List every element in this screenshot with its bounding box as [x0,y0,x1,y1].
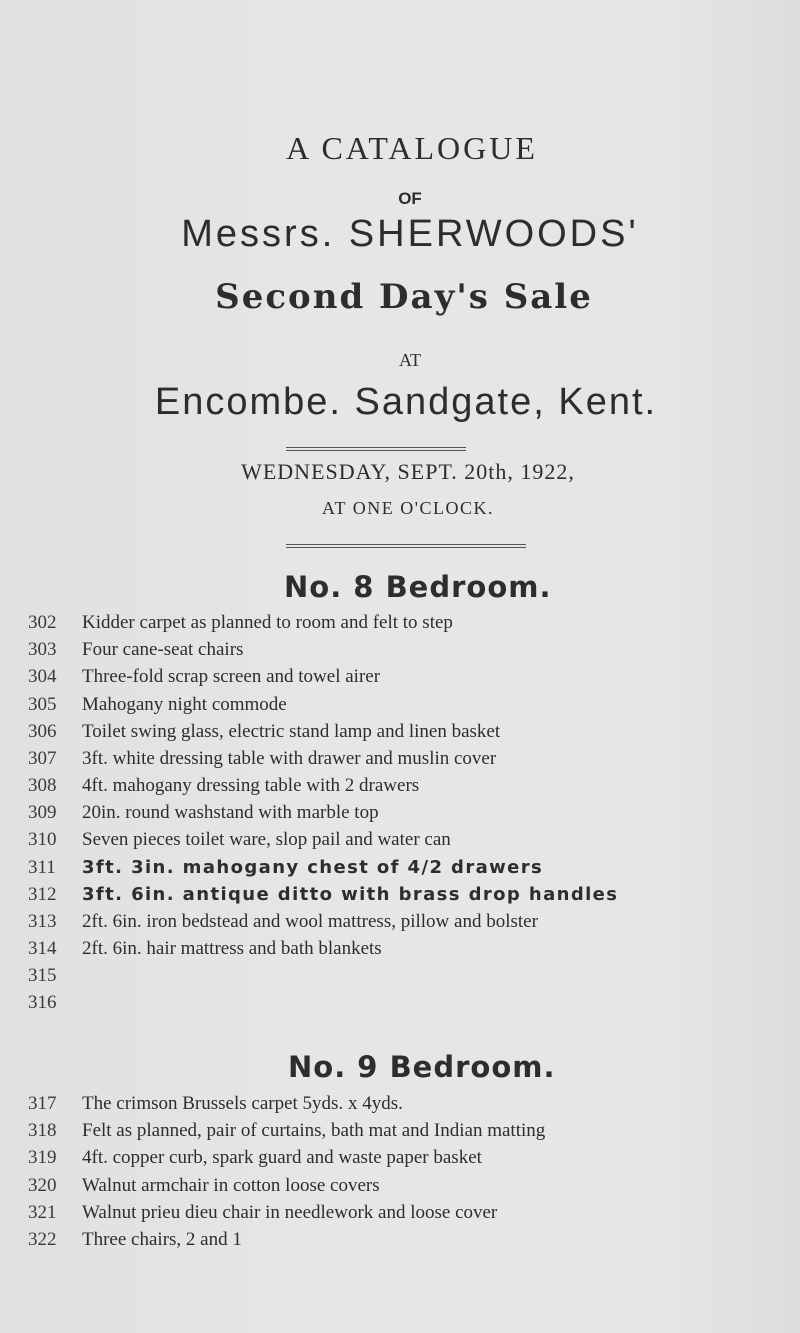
lot-description: Mahogany night commode [82,694,287,715]
at-label: AT [399,350,421,370]
lot-number: 316 [28,992,57,1013]
of-label: OF [398,189,422,208]
lot-number: 307 [28,748,57,769]
room-title: No. 9 Bedroom. [288,1050,556,1084]
lot-number: 302 [28,612,57,633]
lot-number: 312 [28,884,57,905]
lot-number: 308 [28,775,57,796]
lot-description: 4ft. copper curb, spark guard and waste paper basket [82,1147,482,1168]
lot-number: 310 [28,829,57,850]
lot-number: 313 [28,911,57,932]
lot-description: 2ft. 6in. iron bedstead and wool mattress, pillow and bolster [82,911,538,932]
lot-description: 2ft. 6in. hair mattress and bath blankets [82,938,382,959]
lot-number: 320 [28,1175,57,1196]
lot-number: 317 [28,1093,57,1114]
lot-number: 322 [28,1229,57,1250]
sale-location: Encombe. Sandgate, Kent. [154,381,658,423]
lot-description: 3ft. white dressing table with drawer and muslin cover [82,748,497,769]
sale-time: AT ONE O'CLOCK. [322,498,494,518]
lot-description: Walnut prieu dieu chair in needlework and loose cover [82,1202,498,1223]
lot-description: Felt as planned, pair of curtains, bath mat and Indian matting [82,1120,546,1141]
lot-number: 318 [28,1120,57,1141]
lot-number: 309 [28,802,57,823]
lot-number: 306 [28,721,57,742]
lot-description: Walnut armchair in cotton loose covers [82,1175,380,1196]
divider-rule [286,544,526,548]
catalogue-title: A CATALOGUE [286,130,538,166]
lot-description: 3ft. 3in. mahogany chest of 4/2 drawers [82,857,544,878]
lot-description: Four cane-seat chairs [82,639,244,660]
lot-description: The crimson Brussels carpet 5yds. x 4yds. [82,1093,403,1114]
lot-description: Three-fold scrap screen and towel airer [82,666,381,687]
lot-description: 20in. round washstand with marble top [82,802,379,823]
divider-rule [286,447,466,451]
lot-description: 4ft. mahogany dressing table with 2 drawers [82,775,420,796]
vendor-name: Messrs. SHERWOODS' [181,213,639,255]
lot-number: 319 [28,1147,57,1168]
lot-description: Kidder carpet as planned to room and felt to step [82,612,453,633]
lot-number: 321 [28,1202,57,1223]
lot-number: 315 [28,965,57,986]
sale-date: WEDNESDAY, SEPT. 20th, 1922, [241,459,575,484]
lot-description: Toilet swing glass, electric stand lamp and linen basket [82,721,501,742]
lot-number: 303 [28,639,57,660]
sale-title: Second Day's Sale [215,277,593,317]
lot-description: 3ft. 6in. antique ditto with brass drop handles [82,884,619,905]
lot-description: Three chairs, 2 and 1 [82,1229,242,1250]
lot-number: 311 [28,857,56,878]
lot-number: 314 [28,938,57,959]
room-title: No. 8 Bedroom. [284,570,552,604]
lot-description: Seven pieces toilet ware, slop pail and water can [82,829,451,850]
lot-number: 305 [28,694,57,715]
lot-number: 304 [28,666,57,687]
